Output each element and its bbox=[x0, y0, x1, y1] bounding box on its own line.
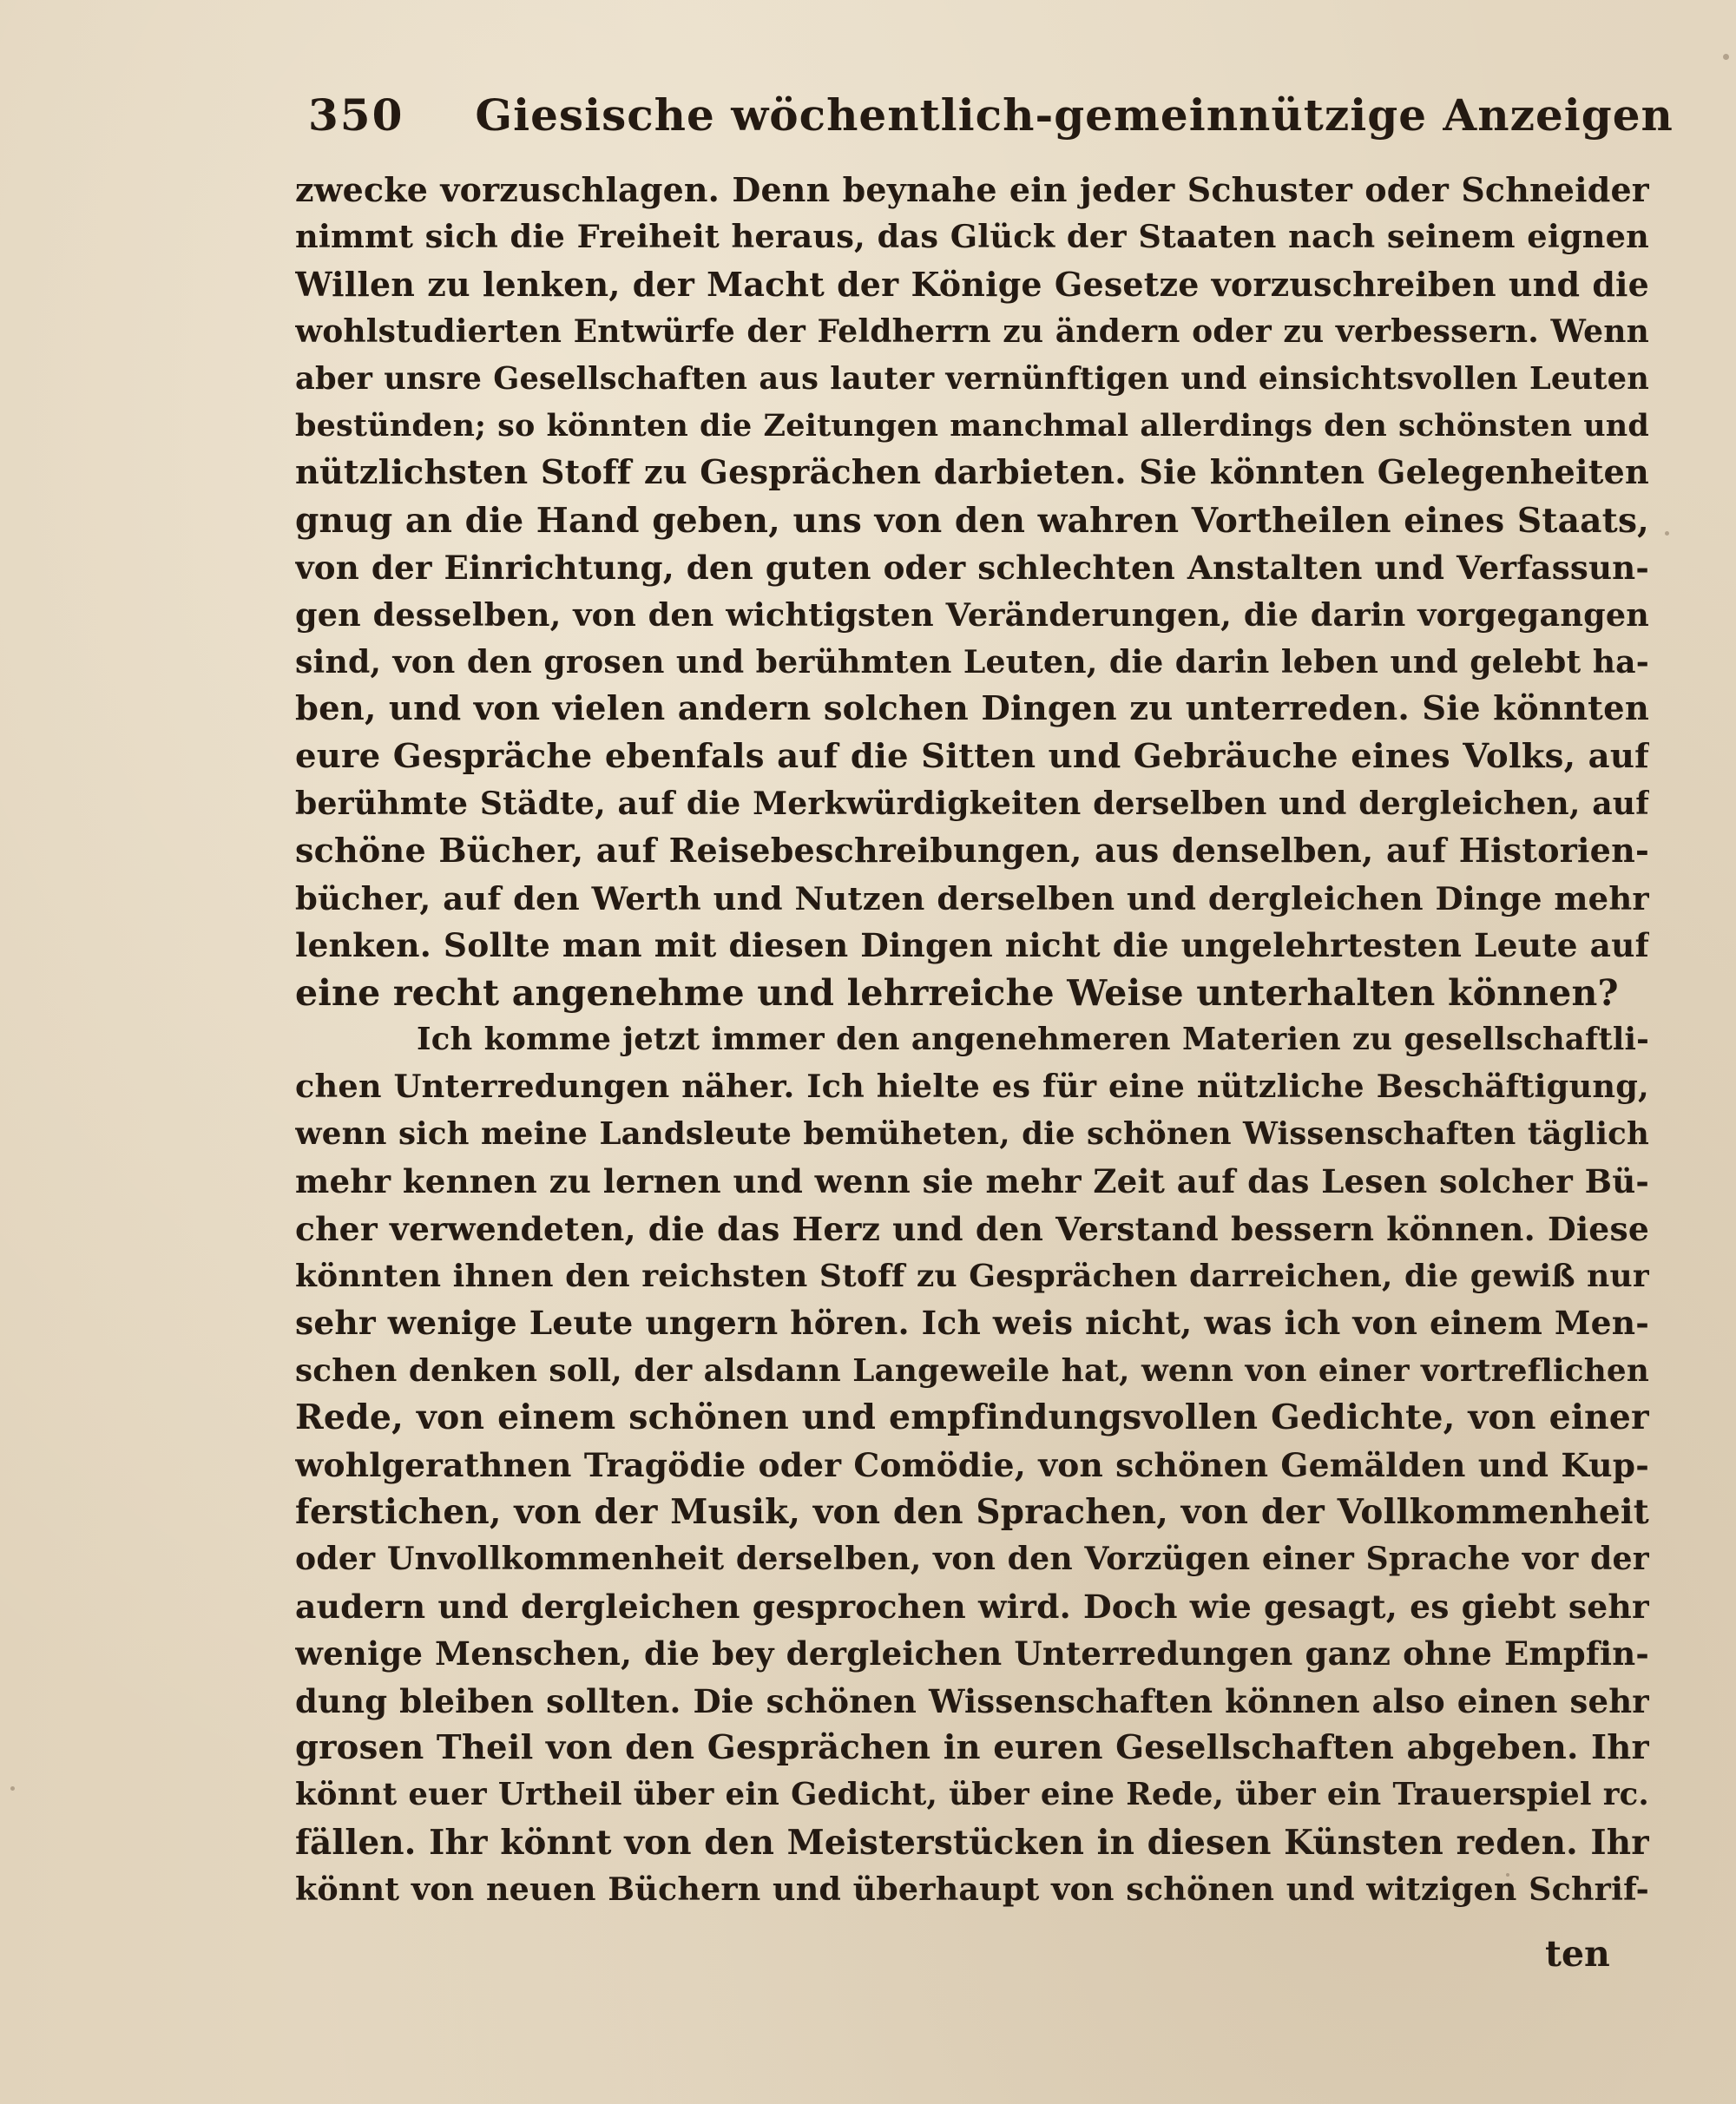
text-line: könnten ihnen den reichsten Stoff zu Gesprächen darreichen, die gewiß nur bbox=[295, 1257, 1649, 1294]
text-line: von der Einrichtung, den guten oder schlechten Anstalten und Verfassun- bbox=[295, 549, 1649, 588]
text-line: chen Unterredungen näher. Ich hielte es für eine nützliche Beschäftigung, bbox=[295, 1068, 1649, 1106]
text-line: oder Unvollkommenheit derselben, von den Vorzügen einer Sprache vor der bbox=[295, 1540, 1649, 1578]
text-line: berühmte Städte, auf die Merkwürdigkeiten derselben und dergleichen, auf bbox=[295, 785, 1649, 823]
text-line: bücher, auf den Werth und Nutzen derselben und dergleichen Dinge mehr bbox=[295, 878, 1649, 917]
text-line: sind, von den grosen und berühmten Leuten, die darin leben und gelebt ha- bbox=[295, 642, 1649, 681]
text-line: eine recht angenehme und lehrreiche Weise unterhalten können? bbox=[295, 971, 1619, 1014]
text-line: ferstichen, von der Musik, von den Sprachen, von der Vollkommenheit bbox=[295, 1491, 1649, 1532]
text-line: nützlichsten Stoff zu Gesprächen darbieten. Sie könnten Gelegenheiten bbox=[295, 453, 1649, 493]
text-line: schen denken soll, der alsdann Langeweile hat, wenn von einer vortreflichen bbox=[295, 1351, 1649, 1389]
page-header bbox=[308, 76, 1674, 155]
text-line: mehr kennen zu lernen und wenn sie mehr Zeit auf das Lesen solcher Bü- bbox=[295, 1162, 1649, 1201]
paper-speck bbox=[1506, 1873, 1509, 1877]
text-line: wenn sich meine Landsleute bemüheten, die schönen Wissenschaften täglich bbox=[295, 1115, 1649, 1152]
text-line: cher verwendeten, die das Herz und den Verstand bessern können. Diese bbox=[295, 1209, 1649, 1248]
paper-speck bbox=[1665, 531, 1669, 536]
text-line: wohlgerathnen Tragödie oder Comödie, von schönen Gemälden und Kup- bbox=[295, 1445, 1649, 1484]
text-line: könnt euer Urtheil über ein Gedicht, über eine Rede, über ein Trauerspiel rc. bbox=[295, 1777, 1649, 1813]
page-number: 350 bbox=[308, 89, 404, 141]
text-line: gnug an die Hand geben, uns von den wahren Vortheilen eines Staats, bbox=[295, 500, 1649, 541]
text-line: aber unsre Gesellschaften aus lauter vernünftigen und einsichtsvollen Leuten bbox=[295, 360, 1649, 397]
text-line: könnt von neuen Büchern und überhaupt von schönen und witzigen Schrif- bbox=[295, 1871, 1649, 1909]
text-line: ben, und von vielen andern solchen Dingen zu unterreden. Sie könnten bbox=[295, 689, 1649, 729]
text-line: nimmt sich die Freiheit heraus, das Glück der Staaten nach seinem eignen bbox=[295, 218, 1649, 256]
text-line: lenken. Sollte man mit diesen Dingen nicht die ungelehrtesten Leute auf bbox=[295, 926, 1649, 965]
text-line: Ich komme jetzt immer den angenehmeren Materien zu gesellschaftli- bbox=[417, 1022, 1649, 1058]
text-line: eure Gespräche ebenfals auf die Sitten und Gebräuche eines Volks, auf bbox=[295, 736, 1649, 776]
text-line: grosen Theil von den Gesprächen in euren Gesellschaften abgeben. Ihr bbox=[295, 1727, 1649, 1767]
text-line: schöne Bücher, auf Reisebeschreibungen, aus denselben, auf Historien- bbox=[295, 831, 1649, 871]
catchword: ten bbox=[1545, 1933, 1610, 1975]
body-text bbox=[295, 167, 1649, 1913]
text-line: audern und dergleichen gesprochen wird. Doch wie gesagt, es giebt sehr bbox=[295, 1587, 1649, 1626]
text-line: fällen. Ihr könnt von den Meisterstücken in diesen Künsten reden. Ihr bbox=[295, 1822, 1649, 1863]
text-line: gen desselben, von den wichtigsten Veränderungen, die darin vorgegangen bbox=[295, 595, 1649, 634]
text-line: wohlstudierten Entwürfe der Feldherrn zu ändern oder zu verbessern. Wenn bbox=[295, 313, 1649, 351]
text-line: wenige Menschen, die bey dergleichen Unterredungen ganz ohne Empfin- bbox=[295, 1634, 1649, 1673]
paper-speck bbox=[10, 1786, 15, 1791]
text-line: sehr wenige Leute ungern hören. Ich weis nicht, was ich von einem Men- bbox=[295, 1304, 1649, 1343]
running-title: Giesische wöchentlich-gemeinnützige Anzeigen bbox=[475, 89, 1674, 141]
text-line: zwecke vorzuschlagen. Denn beynahe ein jeder Schuster oder Schneider bbox=[295, 170, 1649, 209]
text-line: Willen zu lenken, der Macht der Könige Gesetze vorzuschreiben und die bbox=[295, 264, 1649, 304]
paper-speck bbox=[1723, 54, 1729, 60]
text-line: bestünden; so könnten die Zeitungen manchmal allerdings den schönsten und bbox=[295, 407, 1649, 444]
text-line: dung bleiben sollten. Die schönen Wissenschaften können also einen sehr bbox=[295, 1681, 1649, 1720]
text-line: Rede, von einem schönen und empfindungsvollen Gedichte, von einer bbox=[295, 1397, 1649, 1438]
